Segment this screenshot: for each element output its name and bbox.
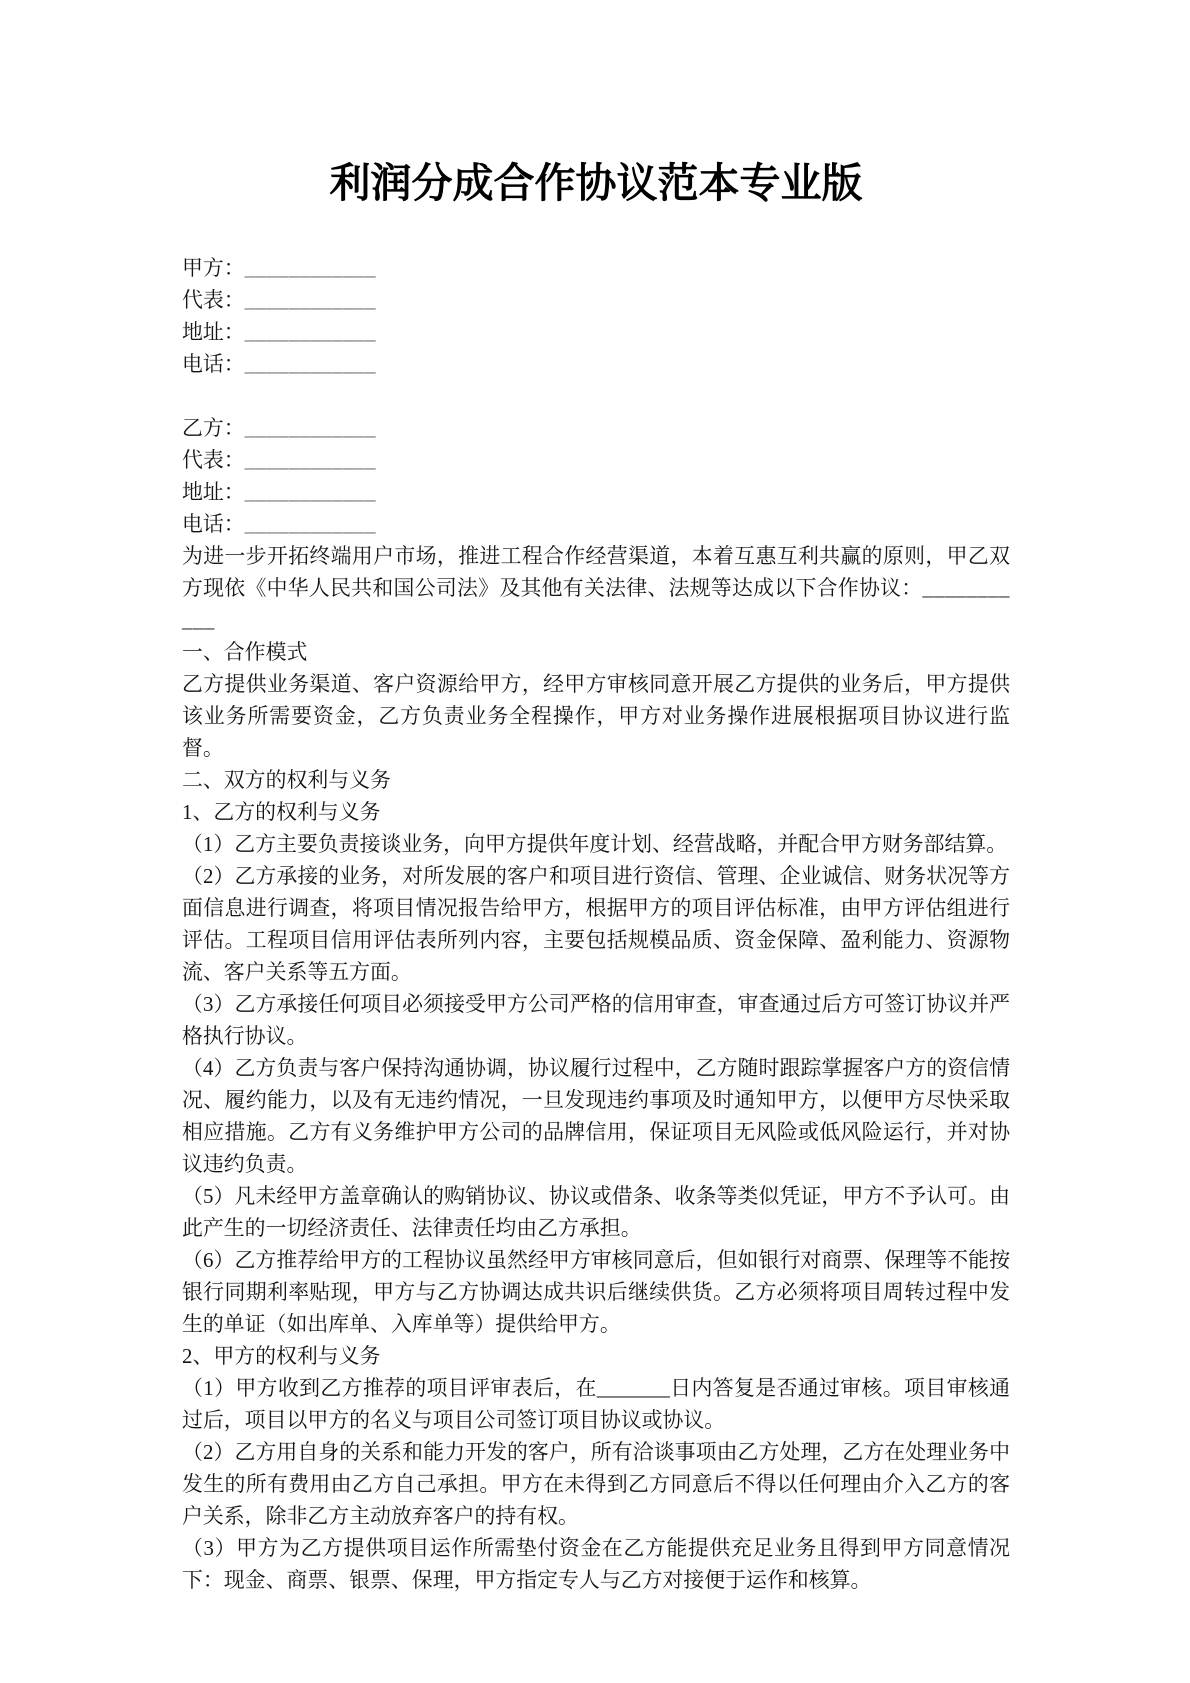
body-paragraph-b4: （4）乙方负责与客户保持沟通协调，协议履行过程中，乙方随时跟踪掌握客户方的资信情况、履约能力，以及有无违约情况，一旦发现违约事项及时通知甲方，以便甲方尽快采取相应措施。乙方有义务维护甲方公司的品牌信用，保证项目无风险或低风险运行，并对协议违约负责。: [182, 1056, 1010, 1176]
party-b-representative-blank: ____________: [244, 448, 377, 472]
section-heading-party-b-rights: 1、乙方的权利与义务: [182, 800, 381, 824]
party-a-address-blank: ____________: [244, 320, 377, 344]
party-b-phone-label: 电话：: [182, 512, 245, 536]
party-a-phone-field: [182, 348, 1010, 380]
section-heading-party-a-rights: 2、甲方的权利与义务: [182, 1344, 381, 1368]
party-b-representative-field: [182, 444, 1010, 476]
section-heading-rights-obligations: 二、双方的权利与义务: [182, 768, 391, 792]
party-b-address-blank: ____________: [244, 480, 377, 504]
party-b-name-blank: ____________: [244, 416, 377, 440]
party-b-name-field: [182, 412, 1010, 444]
party-a-representative-field: [182, 284, 1010, 316]
party-a-phone-blank: ____________: [244, 352, 377, 376]
section-heading-cooperation-mode: 一、合作模式: [182, 640, 308, 664]
body-paragraph-b1: （1）乙方主要负责接谈业务，向甲方提供年度计划、经营战略，并配合甲方财务部结算。: [182, 832, 1008, 856]
document-title: 利润分成合作协议范本专业版: [329, 160, 863, 206]
body-paragraph-b3: （3）乙方承接任何项目必须接受甲方公司严格的信用审查，审查通过后方可签订协议并严格执行协议。: [182, 992, 1010, 1048]
preamble-blank-continuation: ___: [182, 608, 215, 632]
body-paragraph-cooperation-mode: 乙方提供业务渠道、客户资源给甲方，经甲方审核同意开展乙方提供的业务后，甲方提供该业务所需要资金，乙方负责业务全程操作，甲方对业务操作进展根据项目协议进行监督。: [182, 672, 1010, 760]
body-paragraph-b2: （2）乙方承接的业务，对所发展的客户和项目进行资信、管理、企业诚信、财务状况等方面信息进行调查，将项目情况报告给甲方，根据甲方的项目评估标准，由甲方评估组进行评估。工程项目信用评估表所列内容，主要包括规模品质、资金保障、盈利能力、资源物流、客户关系等五方面。: [182, 864, 1010, 984]
party-a-representative-blank: ____________: [244, 288, 377, 312]
body-paragraph-a3: （3）甲方为乙方提供项目运作所需垫付资金在乙方能提供充足业务且得到甲方同意情况下：现金、商票、银票、保理，甲方指定专人与乙方对接便于运作和核算。: [182, 1536, 1010, 1592]
body-paragraph-b5: （5）凡未经甲方盖章确认的购销协议、协议或借条、收条等类似凭证，甲方不予认可。由此产生的一切经济责任、法律责任均由乙方承担。: [182, 1184, 1010, 1240]
party-a-name-blank: ____________: [244, 256, 377, 280]
party-a-name-label: 甲方：: [182, 256, 245, 280]
body-paragraph-a2: （2）乙方用自身的关系和能力开发的客户，所有洽谈事项由乙方处理，乙方在处理业务中发生的所有费用由乙方自己承担。甲方在未得到乙方同意后不得以任何理由介入乙方的客户关系，除非乙方主动放弃客户的持有权。: [182, 1440, 1010, 1528]
preamble-paragraph: [182, 540, 1010, 636]
preamble-blank: ________: [922, 576, 1010, 600]
party-b-phone-field: [182, 508, 1010, 540]
party-b-representative-label: 代表：: [182, 448, 245, 472]
party-b-address-field: [182, 476, 1010, 508]
party-b-phone-blank: ____________: [244, 512, 377, 536]
party-a-address-label: 地址：: [182, 320, 245, 344]
party-a-address-field: [182, 316, 1010, 348]
party-b-block: [182, 412, 1010, 540]
party-a-name-field: [182, 252, 1010, 284]
party-a-representative-label: 代表：: [182, 288, 245, 312]
party-a-phone-label: 电话：: [182, 352, 245, 376]
party-a-block: [182, 252, 1010, 380]
body-paragraph-a1: （1）甲方收到乙方推荐的项目评审表后，在_______日内答复是否通过审核。项目审核通过后，项目以甲方的名义与项目公司签订项目协议或协议。: [182, 1376, 1010, 1432]
party-b-name-label: 乙方：: [182, 416, 245, 440]
preamble-text: 为进一步开拓终端用户市场，推进工程合作经营渠道，本着互惠互利共赢的原则，甲乙双方现依《中华人民共和国公司法》及其他有关法律、法规等达成以下合作协议：: [182, 544, 1010, 600]
body-paragraph-b6: （6）乙方推荐给甲方的工程协议虽然经甲方审核同意后，但如银行对商票、保理等不能按银行同期利率贴现，甲方与乙方协调达成共识后继续供货。乙方必须将项目周转过程中发生的单证（如出库单、入库单等）提供给甲方。: [182, 1248, 1010, 1336]
party-b-address-label: 地址：: [182, 480, 245, 504]
